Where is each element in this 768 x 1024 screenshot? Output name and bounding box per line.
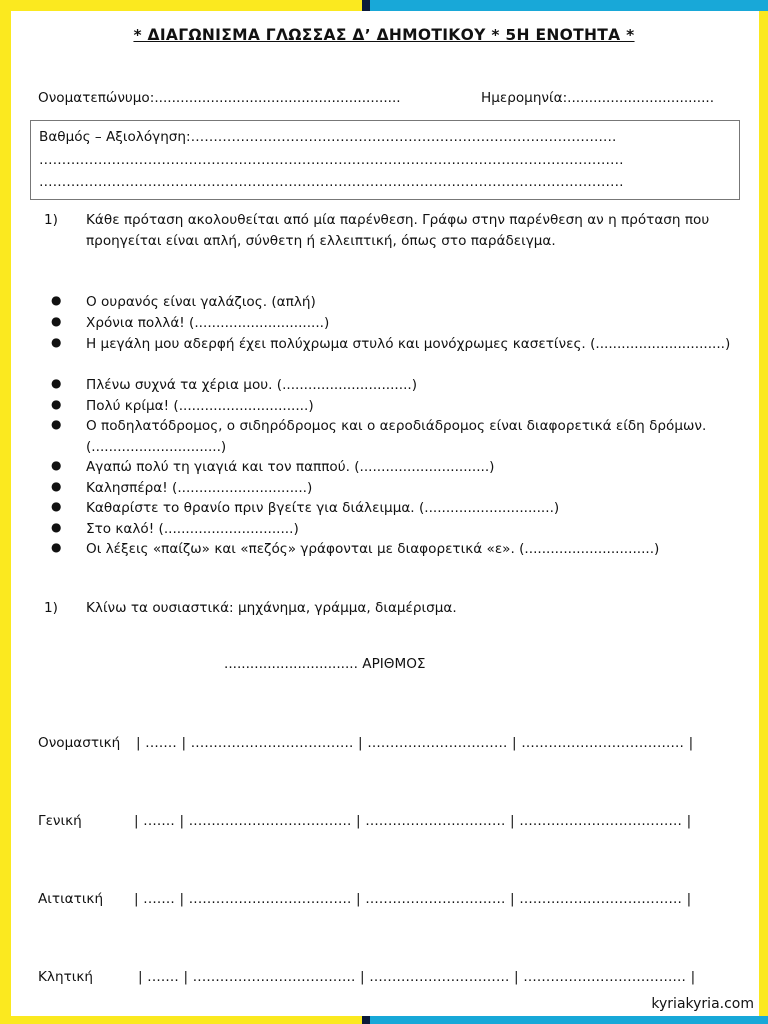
bullet-icon: ● (51, 417, 62, 431)
case-label-nominative: Ονομαστική (38, 735, 121, 751)
grade-line-1[interactable]: Βαθμός – Αξιολόγηση:…………………………………………………………………………………. (39, 129, 617, 145)
case-row-vocative[interactable]: | ....... | .................................... | ............................... | .................................... | (138, 969, 696, 985)
list-item[interactable]: Καλησπέρα! (..............................) (86, 480, 313, 496)
bullet-icon: ● (51, 479, 62, 493)
bullet-icon: ● (51, 293, 62, 307)
bullet-icon: ● (51, 520, 62, 534)
case-label-vocative: Κλητική (38, 969, 93, 985)
bullet-icon: ● (51, 499, 62, 513)
bullet-icon: ● (51, 314, 62, 328)
bullet-icon: ● (51, 335, 62, 349)
list-item: Ο ουρανός είναι γαλάζιος. (απλή) (86, 294, 316, 310)
frame-bottom-separator (362, 1016, 370, 1024)
frame-bottom-blue (370, 1016, 768, 1024)
case-label-genitive: Γενική (38, 813, 82, 829)
grade-line-3[interactable]: ………………………………………………………………………………………………………………… (39, 174, 624, 190)
case-row-accusative[interactable]: | ....... | .................................... | ............................... | .................................... | (134, 891, 692, 907)
frame-bottom-yellow (0, 1016, 362, 1024)
date-field[interactable]: Ημερομηνία:.................................. (481, 90, 715, 106)
frame-top-blue (370, 0, 768, 11)
footer-watermark: kyriakyria.com (651, 996, 754, 1012)
list-item[interactable]: Οι λέξεις «παίζω» και «πεζός» γράφονται με διαφορετικά «ε». (..............................) (86, 541, 660, 557)
bullet-icon: ● (51, 540, 62, 554)
list-item[interactable]: Χρόνια πολλά! (..............................) (86, 315, 330, 331)
case-row-genitive[interactable]: | ....... | .................................... | ............................... | .................................... | (134, 813, 692, 829)
case-label-accusative: Αιτιατική (38, 891, 104, 907)
bullet-icon: ● (51, 458, 62, 472)
list-item[interactable]: Πολύ κρίμα! (..............................) (86, 398, 314, 414)
frame-left-border (0, 0, 11, 1024)
list-item[interactable]: Πλένω συχνά τα χέρια μου. (..............................) (86, 377, 418, 393)
list-item[interactable]: Ο ποδηλατόδρομος, ο σιδηρόδρομος και ο αεροδιάδρομος είναι διαφορετικά είδη δρόμων. (..............................) (86, 418, 707, 455)
list-item[interactable]: Στο καλό! (..............................) (86, 521, 299, 537)
question-2-text: Κλίνω τα ουσιαστικά: μηχάνημα, γράμμα, διαμέρισμα. (86, 600, 457, 616)
page-title: * ΔΙΑΓΩΝΙΣΜΑ ΓΛΩΣΣΑΣ Δ’ ΔΗΜΟΤΙΚΟΥ * 5Η ΕΝΟΤΗΤΑ * (133, 26, 635, 44)
grade-box (30, 120, 740, 200)
frame-right-border (759, 0, 768, 1024)
list-item[interactable]: Αγαπώ πολύ τη γιαγιά και τον παππού. (..............................) (86, 459, 495, 475)
bullet-icon: ● (51, 376, 62, 390)
question-1-number: 1) (44, 212, 58, 228)
question-1-text: Κάθε πρόταση ακολουθείται από μία παρένθεση. Γράφω στην παρένθεση αν η πρόταση που προηγείται είναι απλή, σύνθετη ή ελλειπτική, όπως στο παράδειγμα. (86, 212, 710, 249)
list-item[interactable]: Καθαρίστε το θρανίο πριν βγείτε για διάλειμμα. (..............................) (86, 500, 560, 516)
number-heading[interactable]: ............................... ΑΡΙΘΜΟΣ (224, 656, 426, 672)
grade-line-2[interactable]: ………………………………………………………………………………………………………………… (39, 152, 624, 168)
name-field[interactable]: Ονοματεπώνυμο:......................................................... (38, 90, 401, 106)
frame-top-separator (362, 0, 370, 11)
bullet-icon: ● (51, 397, 62, 411)
question-2-number: 1) (44, 600, 58, 616)
frame-top-yellow (0, 0, 362, 11)
list-item[interactable]: Η μεγάλη μου αδερφή έχει πολύχρωμα στυλό και μονόχρωμες κασετίνες. (..............................) (86, 336, 731, 352)
case-row-nominative[interactable]: | ....... | .................................... | ............................... | .................................... | (136, 735, 694, 751)
